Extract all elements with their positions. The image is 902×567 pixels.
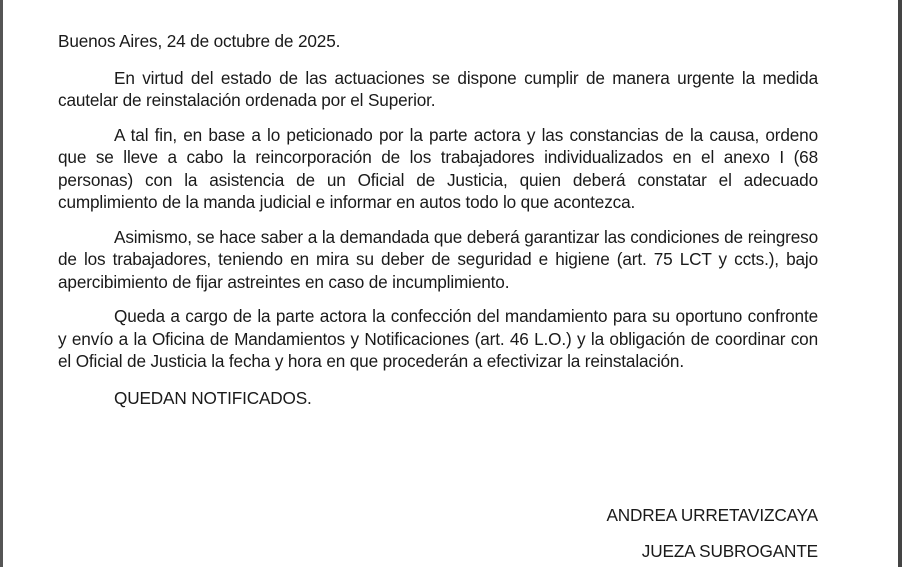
signature-block bbox=[606, 504, 818, 562]
paragraph-3: Asimismo, se hace saber a la demandada que deberá garantizar las condiciones de reingreso de los trabajadores, teniendo en mira su deber de seguridad e higiene (art. 75 LCT y ccts.), bajo apercibimiento de fijar astreintes en caso de incumplimiento. bbox=[58, 226, 818, 292]
signatory-role: JUEZA SUBROGANTE bbox=[641, 541, 818, 561]
document-body bbox=[58, 30, 818, 409]
paragraph-2: A tal fin, en base a lo peticionado por la parte actora y las constancias de la causa, ordeno que se lleve a cabo la reincorporación de los trabajadores individualizados en el anexo I (68 personas) con la asistencia de un Oficial de Justicia, quien deberá constatar el adecuado cumplimiento de la manda judicial e informar en autos todo lo que acontezca. bbox=[58, 124, 818, 212]
page-left-edge bbox=[0, 0, 3, 567]
page-right-edge bbox=[898, 0, 902, 567]
closing-notice: QUEDAN NOTIFICADOS. bbox=[114, 387, 312, 408]
signatory-name: ANDREA URRETAVIZCAYA bbox=[606, 505, 818, 525]
date-line: Buenos Aires, 24 de octubre de 2025. bbox=[58, 31, 341, 51]
paragraph-1: En virtud del estado de las actuaciones se dispone cumplir de manera urgente la medida cautelar de reinstalación ordenada por el Superior. bbox=[58, 67, 818, 110]
paragraph-4: Queda a cargo de la parte actora la confección del mandamiento para su oportuno confronte y envío a la Oficina de Mandamientos y Notificaciones (art. 46 L.O.) y la obligación de coordinar con el Oficial de Justicia la fecha y hora en que procederán a efectivizar la reinstalación. bbox=[58, 306, 818, 371]
